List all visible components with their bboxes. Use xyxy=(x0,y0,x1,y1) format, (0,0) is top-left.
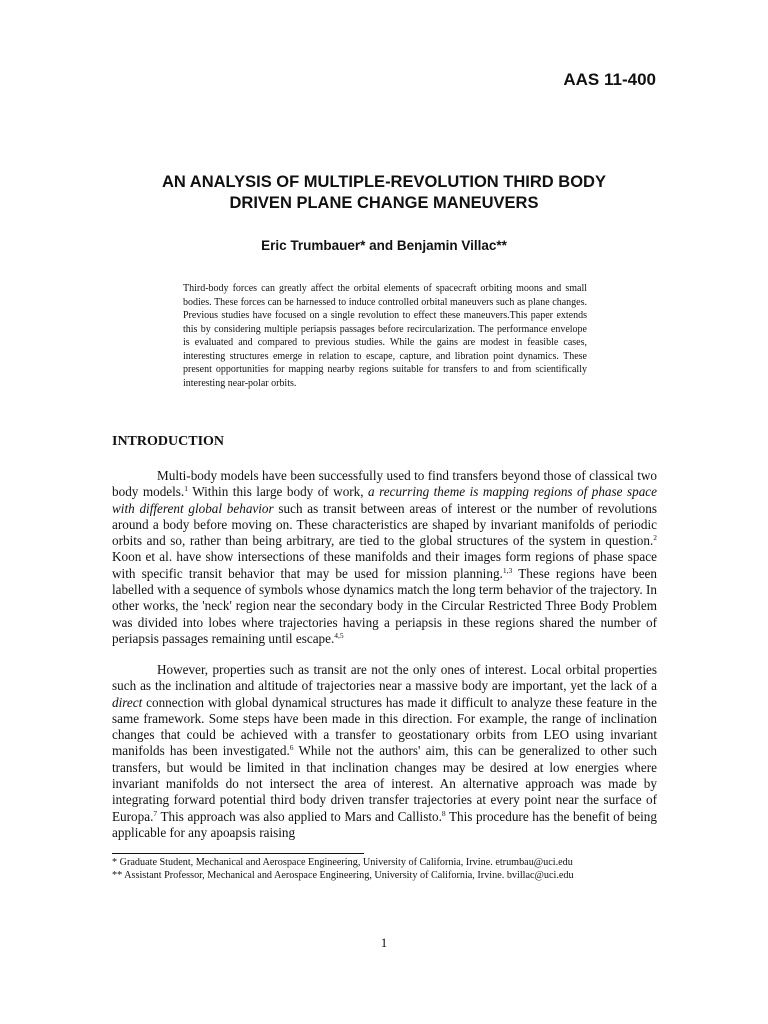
text-run: While not the authors' aim, this can be generalized to other such transfers, but would be limited in that inclination changes may be desired at low energies where invariant manifolds do not intersect the area of interest. An alternative approach was made by integrating forward potential third body driven transfer trajectories at every point near the surface of Europa. xyxy=(112,743,657,824)
citation: 7 xyxy=(153,808,158,818)
text-run: Multi-body models have been successfully used to find transfers beyond those of classical two body models. xyxy=(112,468,657,500)
citation: 1 xyxy=(184,484,188,494)
footnotes xyxy=(112,856,657,882)
paper-title-line-1: AN ANALYSIS OF MULTIPLE-REVOLUTION THIRD BODY xyxy=(162,173,606,191)
text-run: Koon et al. have show intersections of these manifolds and their images form regions of phase space with specific transit behavior that may be used for mission planning. xyxy=(112,549,657,581)
text-run: connection with global dynamical structures has made it difficult to analyze these feature in the same framework. Some steps have been made in this direction. For example, the range of inclination changes that could be achieved with a transfer to geostationary orbits from LEO using invariant manifolds has been investigated. xyxy=(112,694,657,759)
authors: Eric Trumbauer* and Benjamin Villac** xyxy=(261,238,507,253)
introduction-paragraph-2 xyxy=(112,662,657,841)
text-run: This approach was also applied to Mars and Callisto. xyxy=(157,808,442,824)
text-run: These regions have been labelled with a sequence of symbols whose dynamics match the long term behavior of the trajectory. In other works, the 'neck' region near the secondary body in the Circular Restricted Three Body Problem was divided into lobes where trajectories having a periapsis in these regions shared the number of periapsis passages remaining until escape. xyxy=(112,565,658,646)
text-run: such as transit between areas of interest or the number of revolutions around a body before moving on. These characteristics are shaped by invariant manifolds of periodic orbits and so, rather than being arbitrary, are tied to the global structures of the system in question. xyxy=(112,500,657,549)
citation: 2 xyxy=(653,533,657,543)
emphasis-text: direct xyxy=(112,694,143,710)
text-run: This procedure has the benefit of being applicable for any apoapsis raising xyxy=(112,808,657,840)
text-run: Within this large body of work, xyxy=(187,484,369,500)
paper-title-line-2: DRIVEN PLANE CHANGE MANEUVERS xyxy=(229,194,539,212)
footnote-1: * Graduate Student, Mechanical and Aerospace Engineering, University of California, Irvine. etrumbau@uci.edu xyxy=(112,857,573,868)
abstract: Third-body forces can greatly affect the orbital elements of spacecraft orbiting moons and small bodies. These forces can be harnessed to induce controlled orbital maneuvers such as plane changes. Previous studies have focused on a single revolution to effect these maneuvers.This paper extends this by considering multiple periapsis passages before recircularization. The performance envelope is evaluated and compared to previous studies. While the gains are modest in feasible cases, interesting structures emerge in relation to escape, capture, and libration point dynamics. These present opportunities for mapping nearby regions suitable for transfers to and from scientifically interesting near-polar orbits. xyxy=(183,283,587,389)
section-heading-introduction: INTRODUCTION xyxy=(112,434,225,449)
citation: 1,3 xyxy=(502,565,513,575)
citation: 8 xyxy=(441,808,446,818)
report-number: AAS 11-400 xyxy=(563,70,656,89)
page-number: 1 xyxy=(380,935,388,950)
emphasis-text: a recurring theme is mapping regions of phase space with different global behavior xyxy=(112,484,657,516)
footnote-divider xyxy=(112,853,364,854)
footnote-2: ** Assistant Professor, Mechanical and Aerospace Engineering, University of California, Irvine. bvillac@uci.edu xyxy=(112,870,574,881)
introduction-paragraph-1 xyxy=(112,468,657,647)
citation: 4,5 xyxy=(334,630,344,640)
paper-title xyxy=(112,172,656,214)
citation: 6 xyxy=(289,743,294,753)
text-run: However, properties such as transit are not the only ones of interest. Local orbital properties such as the inclination and altitude of trajectories near a massive body are important, yet the lack of a xyxy=(112,662,657,694)
